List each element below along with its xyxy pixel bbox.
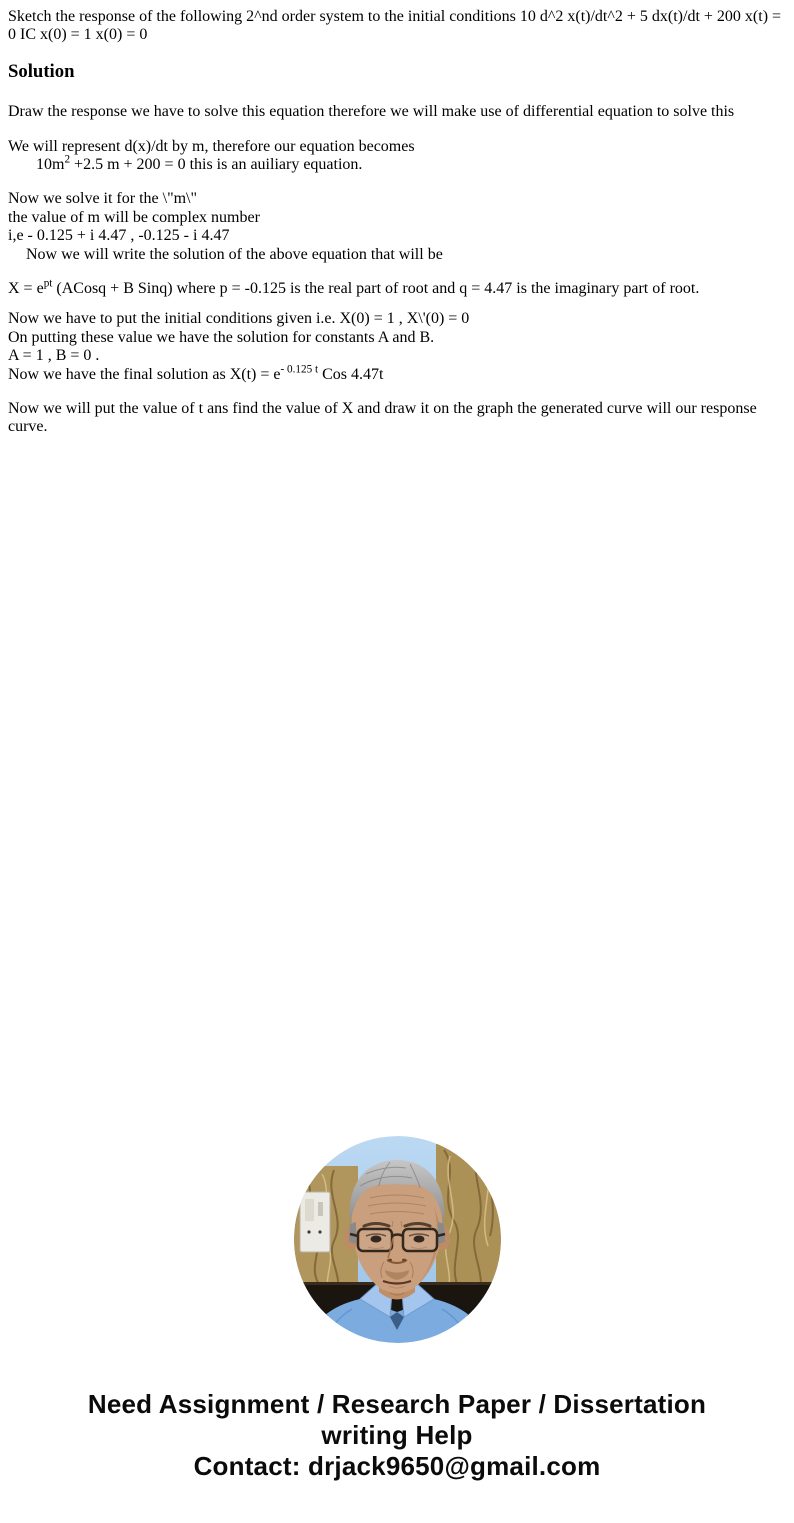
- tutor-photo: [294, 1136, 501, 1343]
- initial-conditions-paragraph: [8, 310, 786, 384]
- write-solution-line: Now we will write the solution of the above equation that will be: [26, 245, 443, 263]
- tutor-photo-image: [294, 1136, 501, 1343]
- aux-eq-base: 10m: [36, 156, 65, 174]
- photo-switch-plate: [300, 1192, 330, 1252]
- aux-eq-rest: +2.5 m + 200 = 0 this is an auiliary equation.: [70, 156, 363, 174]
- final-solution-base: Now we have the final solution as X(t) = e: [8, 365, 281, 383]
- footer-promo: [0, 1389, 794, 1482]
- promo-contact-email: Contact: drjack9650@gmail.com: [193, 1450, 601, 1481]
- represent-paragraph: [8, 138, 786, 175]
- problem-statement: Sketch the response of the following 2^nd order system to the initial conditions 10 d^2 x(t)/dt^2 + 5 dx(t)/dt + 200 x(t) = 0 IC x(0) = 1 x(0) = 0: [8, 8, 782, 44]
- blank-space: [0, 453, 794, 1136]
- represent-line: We will represent d(x)/dt by m, therefore our equation becomes: [8, 137, 415, 155]
- final-solution-rest: Cos 4.47t: [318, 365, 384, 383]
- constants-line: On putting these value we have the solution for constants A and B.: [8, 328, 435, 346]
- solution-heading: Solution: [8, 60, 75, 82]
- promo-heading-line-1: Need Assignment / Research Paper / Dissertation: [87, 1388, 707, 1419]
- document: [0, 0, 794, 437]
- approach-paragraph: Draw the response we have to solve this equation therefore we will make use of differential equation to solve this: [8, 103, 735, 121]
- roots-line: i,e - 0.125 + i 4.47 , -0.125 - i 4.47: [8, 227, 230, 245]
- final-solution-exponent: - 0.125 t: [280, 363, 319, 376]
- general-solution-rest: (ACosq + B Sinq) where p = -0.125 is the real part of root and q = 4.47 is the imaginary part of root.: [52, 280, 700, 298]
- general-solution-paragraph: [8, 277, 786, 298]
- roots-paragraph: [8, 190, 786, 264]
- general-solution-base: X = e: [8, 280, 44, 298]
- ab-values-line: A = 1 , B = 0 .: [8, 347, 100, 365]
- closing-paragraph: Now we will put the value of t ans find the value of X and draw it on the graph the generated curve will our response curve.: [8, 399, 757, 436]
- general-solution-exponent: pt: [43, 277, 53, 290]
- promo-heading-line-2: writing Help: [321, 1419, 473, 1450]
- aux-eq-exponent: 2: [64, 153, 71, 166]
- ic-line: Now we have to put the initial conditions given i.e. X(0) = 1 , X\'(0) = 0: [8, 310, 470, 328]
- complex-note-line: the value of m will be complex number: [8, 208, 260, 226]
- auxiliary-equation: [8, 153, 363, 174]
- solve-for-m-line: Now we solve it for the \"m\": [8, 190, 198, 208]
